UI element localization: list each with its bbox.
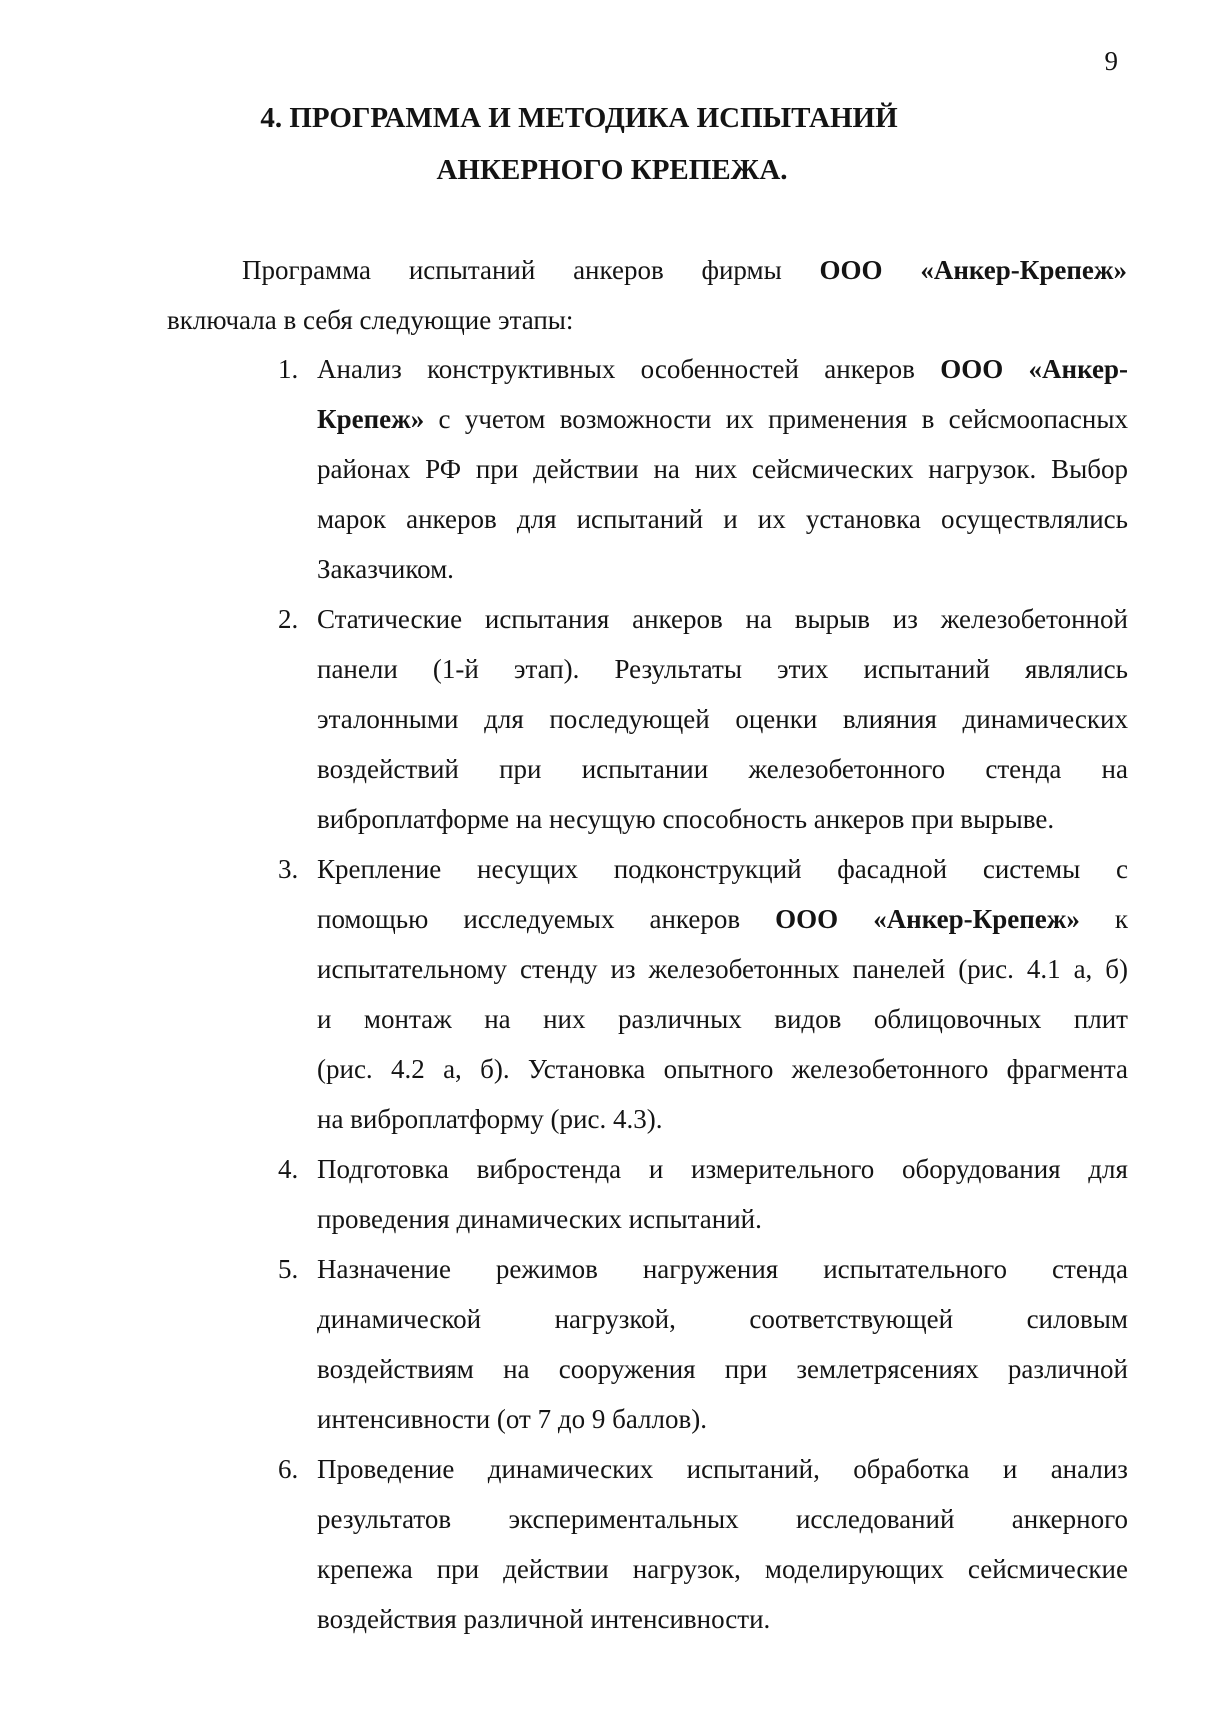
word: подконструкций xyxy=(613,854,802,884)
stage-line xyxy=(317,644,1128,694)
word: воздействий xyxy=(317,754,459,784)
word: конструктивных xyxy=(427,354,616,384)
word: и xyxy=(648,1154,664,1184)
intro-word: анкеров xyxy=(573,255,664,285)
word: оборудования xyxy=(901,1154,1061,1184)
word: районах xyxy=(317,454,411,484)
word: соответствующей xyxy=(749,1304,954,1334)
bold-word: «Анкер- xyxy=(1028,354,1128,384)
word: 4.2 xyxy=(391,1054,425,1084)
word: испытаний, xyxy=(686,1454,820,1484)
word: сооружения xyxy=(558,1354,696,1384)
stage-line xyxy=(317,744,1128,794)
word: (1-й xyxy=(432,654,479,684)
stage-number: 3. xyxy=(278,854,299,884)
word: системы xyxy=(982,854,1081,884)
stage-line xyxy=(317,894,1128,944)
word: 4.1 xyxy=(1026,954,1061,984)
word: осуществлялись xyxy=(940,504,1128,534)
word: землетрясениях xyxy=(796,1354,979,1384)
stage-line xyxy=(317,1044,1128,1094)
stage-item xyxy=(270,1144,1128,1244)
word: вибростенда xyxy=(476,1154,622,1184)
word: различной xyxy=(1007,1354,1128,1384)
word: Назначение xyxy=(317,1254,451,1284)
word: динамических xyxy=(487,1454,654,1484)
line-text: проведения динамических испытаний. xyxy=(317,1204,762,1234)
stage-line xyxy=(317,594,1128,644)
stage-item xyxy=(270,594,1128,844)
word: с xyxy=(438,404,451,434)
word: при xyxy=(499,754,542,784)
bold-word: Крепеж» xyxy=(317,404,425,434)
word: при xyxy=(436,1554,480,1584)
stage-line xyxy=(317,494,1128,544)
stage-line xyxy=(317,944,1128,994)
word: (рис. xyxy=(317,1054,373,1084)
word: анализ xyxy=(1050,1454,1128,1484)
word: плит xyxy=(1073,1004,1128,1034)
word: фасадной xyxy=(837,854,948,884)
intro-word: испытаний xyxy=(408,255,536,285)
stage-line xyxy=(317,1344,1128,1394)
word: применения xyxy=(768,404,908,434)
word: железобетонного xyxy=(748,754,946,784)
word: действии xyxy=(533,454,639,484)
word: их xyxy=(757,504,786,534)
page-number: 9 xyxy=(1104,46,1118,76)
intro-company-word: ООО xyxy=(819,255,883,285)
word: испытании xyxy=(581,754,709,784)
word: анкеров xyxy=(824,354,915,384)
stage-line xyxy=(317,844,1128,894)
word: установка xyxy=(805,504,921,534)
word: при xyxy=(475,454,519,484)
line-text: интенсивности (от 7 до 9 баллов). xyxy=(317,1404,707,1434)
word: Статические xyxy=(317,604,463,634)
word: этих xyxy=(777,654,829,684)
word: на xyxy=(484,1004,511,1034)
word: из xyxy=(892,604,918,634)
stage-line xyxy=(317,694,1128,744)
word: вырыв xyxy=(794,604,871,634)
stage-line xyxy=(317,544,1128,594)
stage-line xyxy=(317,994,1128,1044)
word: анкеров xyxy=(649,904,741,934)
word: монтаж xyxy=(363,1004,452,1034)
bold-word: «Анкер-Крепеж» xyxy=(873,904,1080,934)
word: динамической xyxy=(317,1304,482,1334)
word: стенда xyxy=(1052,1254,1128,1284)
line-text: на виброплатформу (рис. 4.3). xyxy=(317,1104,663,1134)
word: стенду xyxy=(520,954,598,984)
word: панелей xyxy=(852,954,946,984)
word: измерительного xyxy=(691,1154,875,1184)
word: сейсмические xyxy=(967,1554,1128,1584)
word: режимов xyxy=(495,1254,598,1284)
word: опытного xyxy=(663,1054,774,1084)
word: испытательного xyxy=(823,1254,1008,1284)
stage-number: 2. xyxy=(278,604,299,634)
word: силовым xyxy=(1026,1304,1128,1334)
stage-item xyxy=(270,844,1128,1144)
word: Подготовка xyxy=(317,1154,449,1184)
word: анкеров xyxy=(406,504,497,534)
word: облицовочных xyxy=(873,1004,1042,1034)
word: обработка xyxy=(853,1454,970,1484)
stage-number: 1. xyxy=(278,354,299,384)
word: и xyxy=(723,504,738,534)
word: Установка xyxy=(527,1054,646,1084)
word: нагрузок. xyxy=(928,454,1037,484)
stage-line xyxy=(317,1244,1128,1294)
word: испытания xyxy=(484,604,610,634)
word: особенностей xyxy=(640,354,799,384)
word: железобетонной xyxy=(940,604,1128,634)
word: испытательному xyxy=(317,954,508,984)
word: различных xyxy=(617,1004,742,1034)
stage-line xyxy=(317,1544,1128,1594)
word: них xyxy=(543,1004,586,1034)
intro-company-name: «Анкер-Крепеж» xyxy=(920,255,1127,285)
word: к xyxy=(1114,904,1128,934)
word: для xyxy=(1088,1154,1128,1184)
test-stages-list xyxy=(270,344,1128,1644)
word: нагрузкой, xyxy=(554,1304,676,1334)
line-text: виброплатформе на несущую способность анкеров при вырыве. xyxy=(317,804,1055,834)
word: (рис. xyxy=(958,954,1014,984)
word: анкерного xyxy=(1011,1504,1128,1534)
stage-line xyxy=(317,1194,1128,1244)
word: возможности xyxy=(559,404,712,434)
stage-line xyxy=(317,344,1128,394)
word: панели xyxy=(317,654,398,684)
word: моделирующих xyxy=(764,1554,944,1584)
word: воздействиям xyxy=(317,1354,474,1384)
stage-line xyxy=(317,1294,1128,1344)
word: несущих xyxy=(477,854,578,884)
word: сейсмических xyxy=(751,454,914,484)
stage-line xyxy=(317,1094,1128,1144)
word: испытаний xyxy=(863,654,990,684)
word: последующей xyxy=(549,704,710,734)
stage-line xyxy=(317,1594,1128,1644)
word: сейсмоопасных xyxy=(948,404,1128,434)
word: их xyxy=(725,404,754,434)
word: действии xyxy=(503,1554,609,1584)
intro-line-2: включала в себя следующие этапы: xyxy=(167,305,574,335)
word: нагрузок, xyxy=(632,1554,741,1584)
word: на xyxy=(503,1354,530,1384)
word: РФ xyxy=(425,454,462,484)
stage-number: 6. xyxy=(278,1454,299,1484)
word: а, xyxy=(1073,954,1093,984)
word: при xyxy=(724,1354,768,1384)
word: железобетонных xyxy=(648,954,840,984)
word: Крепление xyxy=(317,854,442,884)
word: из xyxy=(610,954,636,984)
word: Проведение xyxy=(317,1454,455,1484)
word: для xyxy=(516,504,557,534)
word: стенда xyxy=(985,754,1062,784)
word: видов xyxy=(774,1004,842,1034)
intro-word: фирмы xyxy=(701,255,782,285)
stage-number: 4. xyxy=(278,1154,299,1184)
section-title xyxy=(0,92,1214,196)
word: экспериментальных xyxy=(508,1504,739,1534)
stage-line xyxy=(317,1394,1128,1444)
word: помощью xyxy=(317,904,429,934)
word: анкеров xyxy=(632,604,723,634)
stage-line xyxy=(317,794,1128,844)
stage-line xyxy=(317,394,1128,444)
stage-item xyxy=(270,1444,1128,1644)
stage-line xyxy=(317,1494,1128,1544)
word: а, xyxy=(443,1054,462,1084)
word: Анализ xyxy=(317,354,402,384)
word: исследуемых xyxy=(463,904,615,934)
bold-word: ООО xyxy=(940,354,1004,384)
stage-item xyxy=(270,1244,1128,1444)
bold-word: ООО xyxy=(775,904,839,934)
line-text: Заказчиком. xyxy=(317,554,454,584)
word: учетом xyxy=(464,404,546,434)
word: фрагмента xyxy=(1006,1054,1128,1084)
word: Выбор xyxy=(1051,454,1128,484)
word: марок xyxy=(317,504,387,534)
section-title-line-1: 4. ПРОГРАММА И МЕТОДИКА ИСПЫТАНИЙ xyxy=(260,102,898,134)
word: исследований xyxy=(795,1504,955,1534)
word: этап). xyxy=(513,654,580,684)
word: испытаний xyxy=(576,504,704,534)
stage-line xyxy=(317,1444,1128,1494)
word: оценки xyxy=(735,704,818,734)
word: них xyxy=(694,454,738,484)
word: на xyxy=(1101,754,1128,784)
intro-paragraph xyxy=(167,245,1127,345)
stage-line xyxy=(317,1144,1128,1194)
word: нагружения xyxy=(642,1254,779,1284)
word: для xyxy=(484,704,524,734)
word: крепежа xyxy=(317,1554,413,1584)
word: результатов xyxy=(317,1504,452,1534)
word: в xyxy=(921,404,935,434)
word: с xyxy=(1115,854,1128,884)
word: являлись xyxy=(1024,654,1128,684)
line-text: воздействия различной интенсивности. xyxy=(317,1604,771,1634)
word: эталонными xyxy=(317,704,459,734)
word: железобетонного xyxy=(791,1054,989,1084)
word: б). xyxy=(480,1054,510,1084)
stage-number: 5. xyxy=(278,1254,299,1284)
word: на xyxy=(745,604,772,634)
word: и xyxy=(317,1004,332,1034)
word: влияния xyxy=(842,704,937,734)
word: динамических xyxy=(962,704,1128,734)
word: б) xyxy=(1105,954,1128,984)
intro-word: Программа xyxy=(242,255,372,285)
section-title-line-2: АНКЕРНОГО КРЕПЕЖА. xyxy=(436,154,788,186)
word: Результаты xyxy=(614,654,742,684)
stage-line xyxy=(317,444,1128,494)
stage-item xyxy=(270,344,1128,594)
word: и xyxy=(1002,1454,1018,1484)
intro-line-1 xyxy=(167,245,1127,295)
word: на xyxy=(653,454,680,484)
